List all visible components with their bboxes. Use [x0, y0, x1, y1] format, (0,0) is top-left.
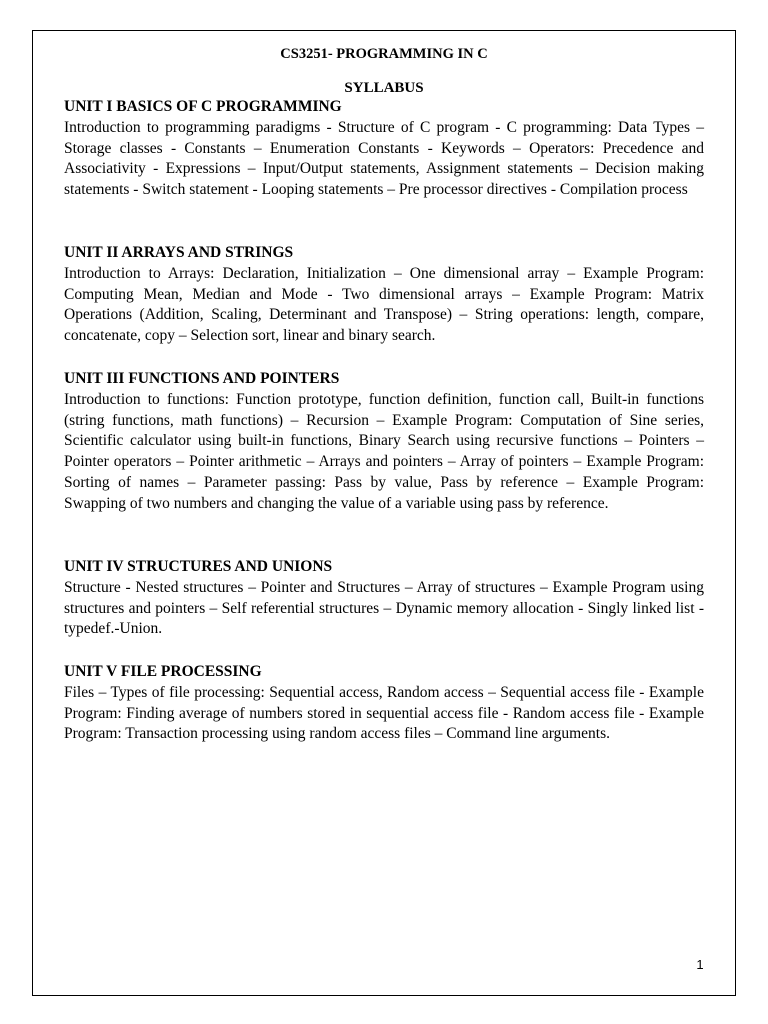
- unit-section-1: [64, 97, 704, 201]
- unit-title: UNIT I BASICS OF C PROGRAMMING: [64, 98, 342, 115]
- unit-description: Introduction to programming paradigms - Structure of C program - C programming: Data Types – Storage classes - Constants – Enumeration Constants - Keywords – Operators: Precedence and Associativity - Expressions – Input/Output statements, Assignment statements – Decision making statements - Switch statement - Looping statements – Pre processor directives - Compilation process: [64, 118, 704, 199]
- unit-section-2: [64, 243, 704, 347]
- unit-description: Files – Types of file processing: Sequential access, Random access – Sequential access file - Example Program: Finding average of numbers stored in sequential access file - Random access file - Example Program: Transaction processing using random access files – Command line arguments.: [64, 683, 704, 743]
- unit-title: UNIT III FUNCTIONS AND POINTERS: [64, 370, 340, 387]
- course-title: CS3251- PROGRAMMING IN C: [280, 46, 488, 62]
- syllabus-heading: SYLLABUS: [344, 80, 424, 96]
- unit-section-5: [64, 662, 704, 745]
- unit-section-4: [64, 557, 704, 640]
- unit-description: Introduction to Arrays: Declaration, Initialization – One dimensional array – Example Program: Computing Mean, Median and Mode - Two dimensional arrays – Example Program: Matrix Operations (Addition, Scaling, Determinant and Transpose) – String operations: length, compare, concatenate, copy – Selection sort, linear and binary search.: [64, 264, 704, 345]
- unit-title: UNIT IV STRUCTURES AND UNIONS: [64, 558, 333, 575]
- unit-description: Introduction to functions: Function prototype, function definition, function call, Built-in functions (string functions, math functions) – Recursion – Example Program: Computation of Sine series, Scientific calculator using built-in functions, Binary Search using recursive functions – Pointers – Pointer operators – Pointer arithmetic – Arrays and pointers – Array of pointers – Example Program: Sorting of names – Parameter passing: Pass by value, Pass by reference – Example Program: Swapping of two numbers and changing the value of a variable using pass by reference.: [64, 390, 704, 512]
- unit-title: UNIT II ARRAYS AND STRINGS: [64, 244, 294, 261]
- unit-description: Structure - Nested structures – Pointer and Structures – Array of structures – Example Program using structures and pointers – Self referential structures – Dynamic memory allocation - Singly linked list - typedef.-Union.: [64, 578, 704, 638]
- unit-section-3: [64, 369, 704, 515]
- unit-title: UNIT V FILE PROCESSING: [64, 663, 262, 680]
- page-number: 1: [696, 957, 704, 972]
